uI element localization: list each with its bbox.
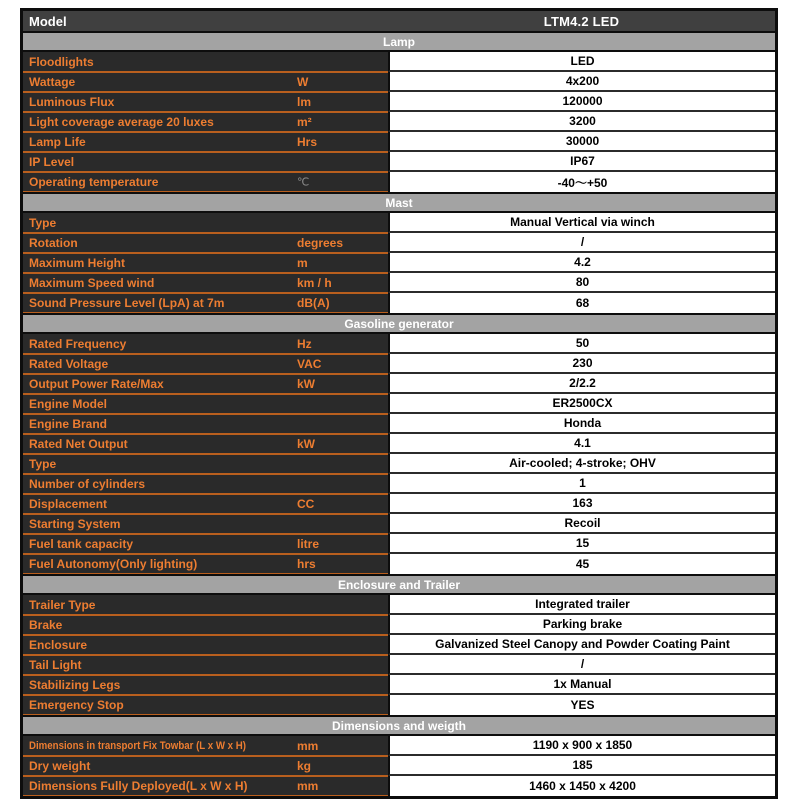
- label-cell: [23, 233, 388, 253]
- label-cell: [23, 655, 388, 675]
- row-value: Galvanized Steel Canopy and Powder Coating Paint: [388, 635, 775, 655]
- row-unit: kW: [297, 437, 315, 451]
- label-cell: [23, 635, 388, 655]
- label-cell: [23, 112, 388, 132]
- section-title: Dimensions and weigth: [331, 718, 466, 733]
- section-title: Enclosure and Trailer: [337, 577, 461, 592]
- section-rows: [23, 736, 775, 796]
- label-cell: [23, 172, 388, 192]
- row-label: Type: [29, 215, 57, 230]
- row-value: Recoil: [388, 514, 775, 534]
- section-header: [23, 313, 775, 334]
- spec-row: [23, 233, 775, 253]
- row-value: ER2500CX: [388, 394, 775, 414]
- row-label: Light coverage average 20 luxes: [29, 115, 214, 129]
- spec-row: [23, 293, 775, 313]
- row-value: Air-cooled; 4-stroke; OHV: [388, 454, 775, 474]
- spec-row: [23, 92, 775, 112]
- spec-row: [23, 615, 775, 635]
- row-unit: VAC: [297, 357, 322, 371]
- model-value: LTM4.2 LED: [543, 13, 620, 29]
- row-value: /: [388, 233, 775, 253]
- label-cell: [23, 776, 388, 796]
- label-cell: [23, 152, 388, 172]
- row-value: 4.1: [388, 434, 775, 454]
- row-value: 4.2: [388, 253, 775, 273]
- row-value: 80: [388, 273, 775, 293]
- row-label: Enclosure: [29, 638, 88, 652]
- label-cell: [23, 474, 388, 494]
- spec-section: [23, 31, 775, 192]
- label-cell: [23, 354, 388, 374]
- label-cell: [23, 414, 388, 434]
- row-label: Output Power Rate/Max: [29, 377, 164, 391]
- label-cell: [23, 695, 388, 715]
- spec-row: [23, 394, 775, 414]
- row-value: 50: [388, 334, 775, 354]
- model-row: [23, 11, 775, 31]
- spec-row: [23, 354, 775, 374]
- spec-section: [23, 192, 775, 313]
- spec-row: [23, 756, 775, 776]
- spec-row: [23, 655, 775, 675]
- row-label: Type: [29, 457, 57, 471]
- row-value: 230: [388, 354, 775, 374]
- row-label: Maximum Height: [29, 256, 126, 270]
- spec-section: [23, 715, 775, 796]
- spec-row: [23, 554, 775, 574]
- label-cell: [23, 534, 388, 554]
- row-label: Engine Brand: [29, 417, 108, 431]
- row-label: Number of cylinders: [29, 477, 146, 491]
- section-header: [23, 574, 775, 595]
- spec-section: [23, 313, 775, 574]
- spec-sections: [23, 31, 775, 796]
- row-label: Fuel Autonomy(Only lighting): [29, 557, 198, 571]
- row-label: Rated Voltage: [29, 357, 109, 371]
- spec-row: [23, 374, 775, 394]
- spec-row: [23, 534, 775, 554]
- row-label: Floodlights: [29, 54, 94, 69]
- row-unit: m: [297, 256, 308, 270]
- row-value: 30000: [388, 132, 775, 152]
- row-label: Maximum Speed wind: [29, 276, 155, 290]
- row-value: 120000: [388, 92, 775, 112]
- row-label: Stabilizing Legs: [29, 678, 121, 692]
- row-unit: hrs: [297, 557, 316, 571]
- row-value: Integrated trailer: [388, 595, 775, 615]
- spec-row: [23, 414, 775, 434]
- spec-row: [23, 494, 775, 514]
- row-label: Wattage: [29, 75, 76, 89]
- section-title: Lamp: [382, 34, 415, 49]
- spec-row: [23, 172, 775, 192]
- spec-row: [23, 273, 775, 293]
- row-value: IP67: [388, 152, 775, 172]
- row-unit: litre: [297, 537, 320, 551]
- label-cell: [23, 92, 388, 112]
- spec-row: [23, 454, 775, 474]
- label-cell: [23, 334, 388, 354]
- label-cell: [23, 253, 388, 273]
- section-rows: [23, 52, 775, 192]
- spec-row: [23, 675, 775, 695]
- spec-row: [23, 695, 775, 715]
- row-unit: m²: [297, 115, 312, 129]
- section-rows: [23, 334, 775, 574]
- row-value: 2/2.2: [388, 374, 775, 394]
- row-value: -40～+50: [388, 172, 775, 192]
- row-label: Rotation: [29, 236, 78, 250]
- row-label: Displacement: [29, 497, 108, 511]
- section-header: [23, 715, 775, 736]
- row-value: 45: [388, 554, 775, 574]
- spec-row: [23, 514, 775, 534]
- row-value: 185: [388, 756, 775, 776]
- row-value: 15: [388, 534, 775, 554]
- row-value: 68: [388, 293, 775, 313]
- spec-table: [20, 8, 778, 799]
- row-unit: ℃: [297, 176, 310, 189]
- row-value: YES: [388, 695, 775, 715]
- row-value: 1x Manual: [388, 675, 775, 695]
- spec-row: [23, 52, 775, 72]
- label-cell: [23, 293, 388, 313]
- label-cell: [23, 554, 388, 574]
- spec-row: [23, 253, 775, 273]
- row-label: Rated Frequency: [29, 336, 127, 351]
- row-unit: kW: [297, 377, 315, 391]
- spec-row: [23, 776, 775, 796]
- label-cell: [23, 374, 388, 394]
- row-label: IP Level: [29, 155, 75, 169]
- spec-row: [23, 434, 775, 454]
- row-value: 3200: [388, 112, 775, 132]
- row-label: Lamp Life: [29, 135, 86, 149]
- row-value: 1190 x 900 x 1850: [388, 736, 775, 756]
- label-cell: [23, 213, 388, 233]
- row-label: Sound Pressure Level (LpA) at 7m: [29, 296, 225, 310]
- row-value: Parking brake: [388, 615, 775, 635]
- label-cell: [23, 736, 388, 756]
- section-title: Gasoline generator: [344, 316, 454, 331]
- spec-row: [23, 474, 775, 494]
- label-cell: [23, 434, 388, 454]
- row-unit: mm: [297, 738, 319, 753]
- row-value: 1460 x 1450 x 4200: [388, 776, 775, 796]
- row-label: Trailer Type: [29, 597, 96, 612]
- row-label: Fuel tank capacity: [29, 537, 134, 551]
- spec-row: [23, 112, 775, 132]
- row-unit: dB(A): [297, 296, 330, 310]
- section-title: Mast: [385, 195, 413, 210]
- row-label: Emergency Stop: [29, 698, 124, 712]
- label-cell: [23, 394, 388, 414]
- label-cell: [23, 132, 388, 152]
- row-unit: W: [297, 75, 309, 89]
- row-value: 163: [388, 494, 775, 514]
- label-cell: [23, 595, 388, 615]
- row-label: Engine Model: [29, 397, 107, 411]
- label-cell: [23, 72, 388, 92]
- row-unit: Hrs: [297, 135, 318, 149]
- label-cell: [23, 273, 388, 293]
- section-header: [23, 192, 775, 213]
- label-cell: [23, 756, 388, 776]
- section-header: [23, 31, 775, 52]
- spec-row: [23, 213, 775, 233]
- row-value: /: [388, 655, 775, 675]
- row-unit: mm: [297, 779, 319, 793]
- row-label: Dry weight: [29, 759, 91, 773]
- spec-row: [23, 72, 775, 92]
- row-unit: Hz: [297, 336, 312, 351]
- row-label: Brake: [29, 618, 63, 632]
- row-unit: degrees: [297, 236, 344, 250]
- spec-row: [23, 132, 775, 152]
- row-unit: kg: [297, 759, 312, 773]
- label-cell: [23, 514, 388, 534]
- row-unit: lm: [297, 95, 312, 109]
- row-value: Manual Vertical via winch: [388, 213, 775, 233]
- row-value: 1: [388, 474, 775, 494]
- row-label: Dimensions Fully Deployed(L x W x H): [29, 779, 248, 793]
- label-cell: [23, 454, 388, 474]
- row-label: Luminous Flux: [29, 95, 115, 109]
- row-label: Rated Net Output: [29, 437, 128, 451]
- row-unit: km / h: [297, 276, 332, 290]
- row-label: Dimensions in transport Fix Towbar (L x W x H): [29, 739, 246, 752]
- spec-row: [23, 152, 775, 172]
- row-value: Honda: [388, 414, 775, 434]
- row-label: Starting System: [29, 517, 121, 531]
- model-label: Model: [29, 13, 67, 29]
- row-value: 4x200: [388, 72, 775, 92]
- row-unit: CC: [297, 497, 315, 511]
- label-cell: [23, 494, 388, 514]
- spec-row: [23, 635, 775, 655]
- row-label: Operating temperature: [29, 175, 159, 189]
- spec-row: [23, 736, 775, 756]
- row-value: LED: [388, 52, 775, 72]
- label-cell: [23, 615, 388, 635]
- label-cell: [23, 52, 388, 72]
- label-cell: [23, 675, 388, 695]
- section-rows: [23, 595, 775, 715]
- row-label: Tail Light: [29, 658, 82, 672]
- spec-section: [23, 574, 775, 715]
- spec-row: [23, 334, 775, 354]
- section-rows: [23, 213, 775, 313]
- spec-row: [23, 595, 775, 615]
